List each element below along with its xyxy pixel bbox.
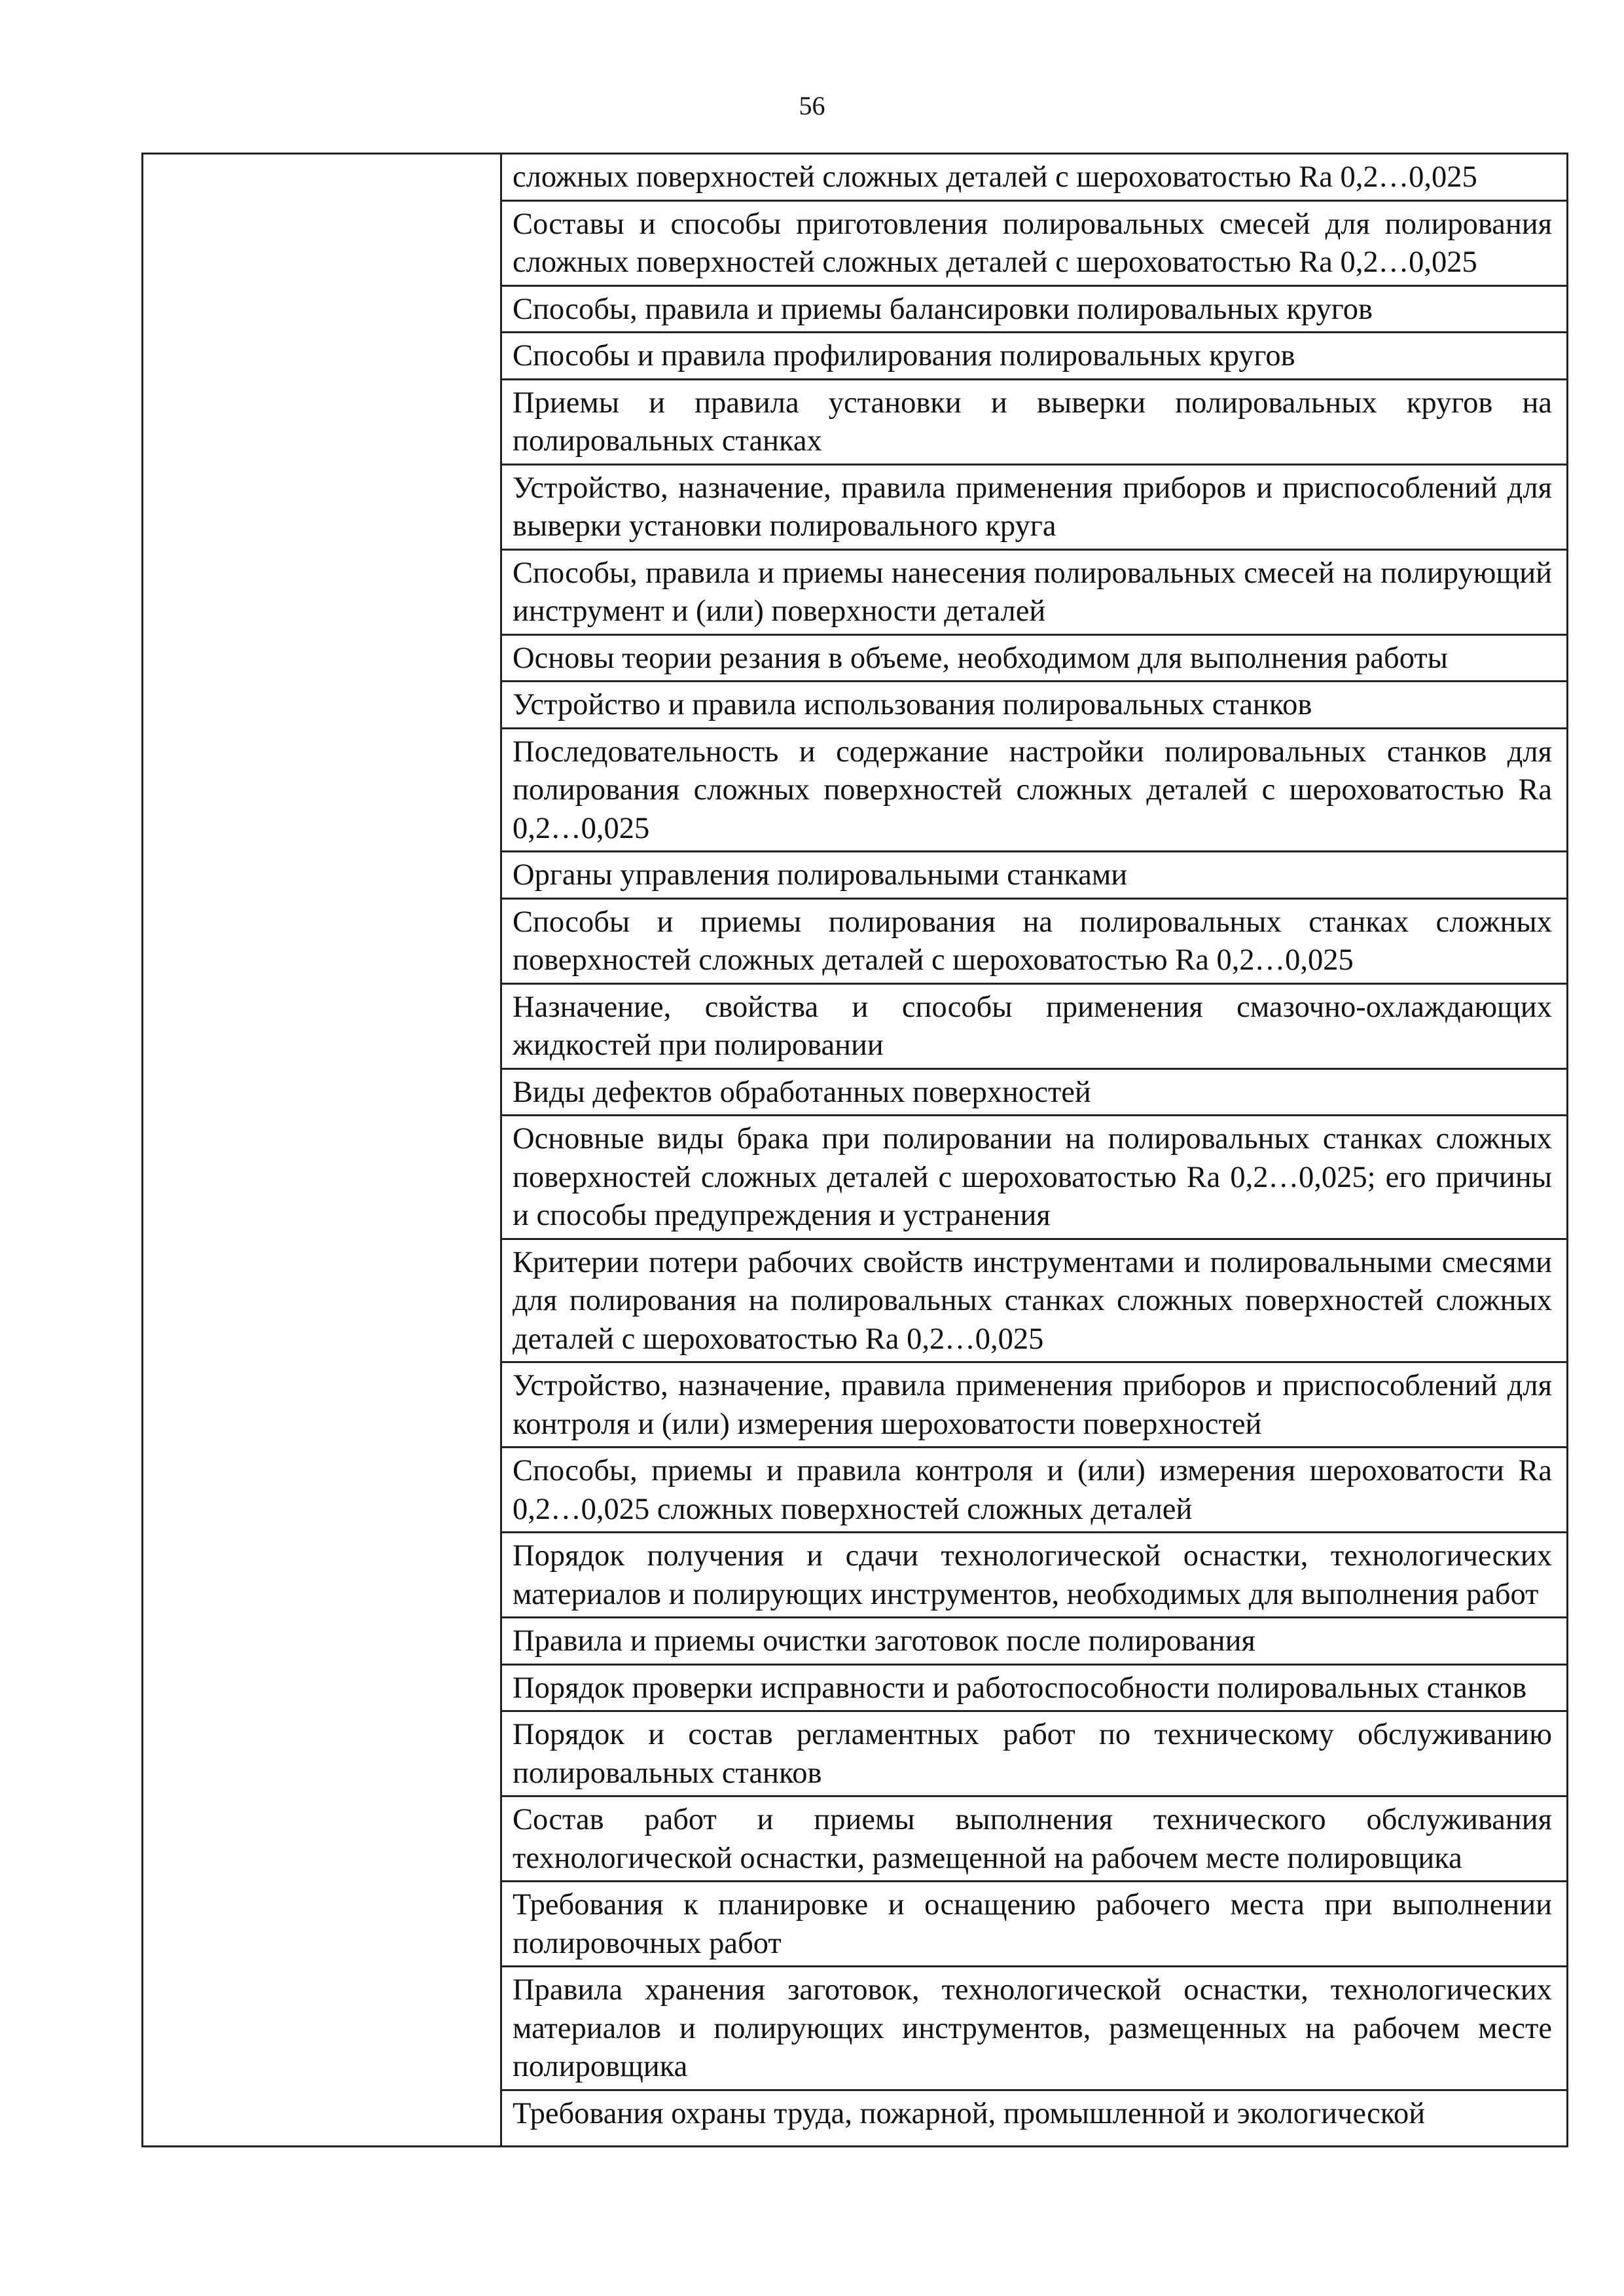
table-row: Виды дефектов обработанных поверхностей xyxy=(502,1070,1566,1117)
table-row: Требования охраны труда, пожарной, промышленной и экологической xyxy=(513,2096,1426,2130)
table-row: Способы, приемы и правила контроля и (или) измерения шероховатости Ra 0,2…0,025 сложных поверхностей сложных деталей xyxy=(502,1448,1566,1533)
requirements-table xyxy=(141,153,1568,2147)
table-row: Последовательность и содержание настройки полировальных станков для полирования сложных поверхностей сложных деталей с шероховатостью Ra 0,2…0,025 xyxy=(502,729,1566,853)
table-row: Устройство, назначение, правила применения приборов и приспособлений для выверки установки полировального круга xyxy=(502,465,1566,551)
table-row: Порядок проверки исправности и работоспособности полировальных станков xyxy=(502,1666,1566,1713)
table-row: Способы и правила профилирования полировальных кругов xyxy=(502,333,1566,380)
table-row: Критерии потери рабочих свойств инструментами и полировальными смесями для полирования на полировальных станках сложных поверхностей сложных деталей с шероховатостью Ra 0,2…0,025 xyxy=(502,1240,1566,1364)
table-row: Состав работ и приемы выполнения технического обслуживания технологической оснастки, размещенной на рабочем месте полировщика xyxy=(502,1797,1566,1882)
table-row: сложных поверхностей сложных деталей с шероховатостью Ra 0,2…0,025 xyxy=(502,155,1566,202)
table-row: Способы, правила и приемы нанесения полировальных смесей на полирующий инструмент и (или) поверхности деталей xyxy=(502,551,1566,636)
table-row: Основные виды брака при полировании на полировальных станках сложных поверхностей сложных деталей с шероховатостью Ra 0,2…0,025; его причины и способы предупреждения и устранения xyxy=(502,1116,1566,1240)
table-row: Требования к планировке и оснащению рабочего места при выполнении полировочных работ xyxy=(502,1882,1566,1967)
table-row: Порядок получения и сдачи технологической оснастки, технологических материалов и полирующих инструментов, необходимых для выполнения работ xyxy=(502,1533,1566,1618)
table-row: Устройство, назначение, правила применения приборов и приспособлений для контроля и (или) измерения шероховатости поверхностей xyxy=(502,1363,1566,1448)
table-row: Основы теории резания в объеме, необходимом для выполнения работы xyxy=(502,636,1566,683)
table-left-column xyxy=(143,155,502,2145)
table-row: Органы управления полировальными станками xyxy=(502,852,1566,900)
table-row: Способы и приемы полирования на полировальных станках сложных поверхностей сложных деталей с шероховатостью Ra 0,2…0,025 xyxy=(502,900,1566,985)
table-row: Устройство и правила использования полировальных станков xyxy=(502,682,1566,729)
table-row: Правила хранения заготовок, технологической оснастки, технологических материалов и полирующих инструментов, размещенных на рабочем месте полировщика xyxy=(502,1967,1566,2091)
table-row: Приемы и правила установки и выверки полировальных кругов на полировальных станках xyxy=(502,380,1566,465)
table-row: Способы, правила и приемы балансировки полировальных кругов xyxy=(502,287,1566,334)
table-row: Правила и приемы очистки заготовок после полирования xyxy=(502,1618,1566,1666)
table-row: Составы и способы приготовления полировальных смесей для полирования сложных поверхностей сложных деталей с шероховатостью Ra 0,2…0,025 xyxy=(502,202,1566,287)
table-right-column xyxy=(502,155,1566,2145)
page-number: 56 xyxy=(799,91,825,120)
table-row: Порядок и состав регламентных работ по техническому обслуживанию полировальных станков xyxy=(502,1712,1566,1797)
table-row: Назначение, свойства и способы применения смазочно-охлаждающих жидкостей при полировании xyxy=(502,985,1566,1070)
